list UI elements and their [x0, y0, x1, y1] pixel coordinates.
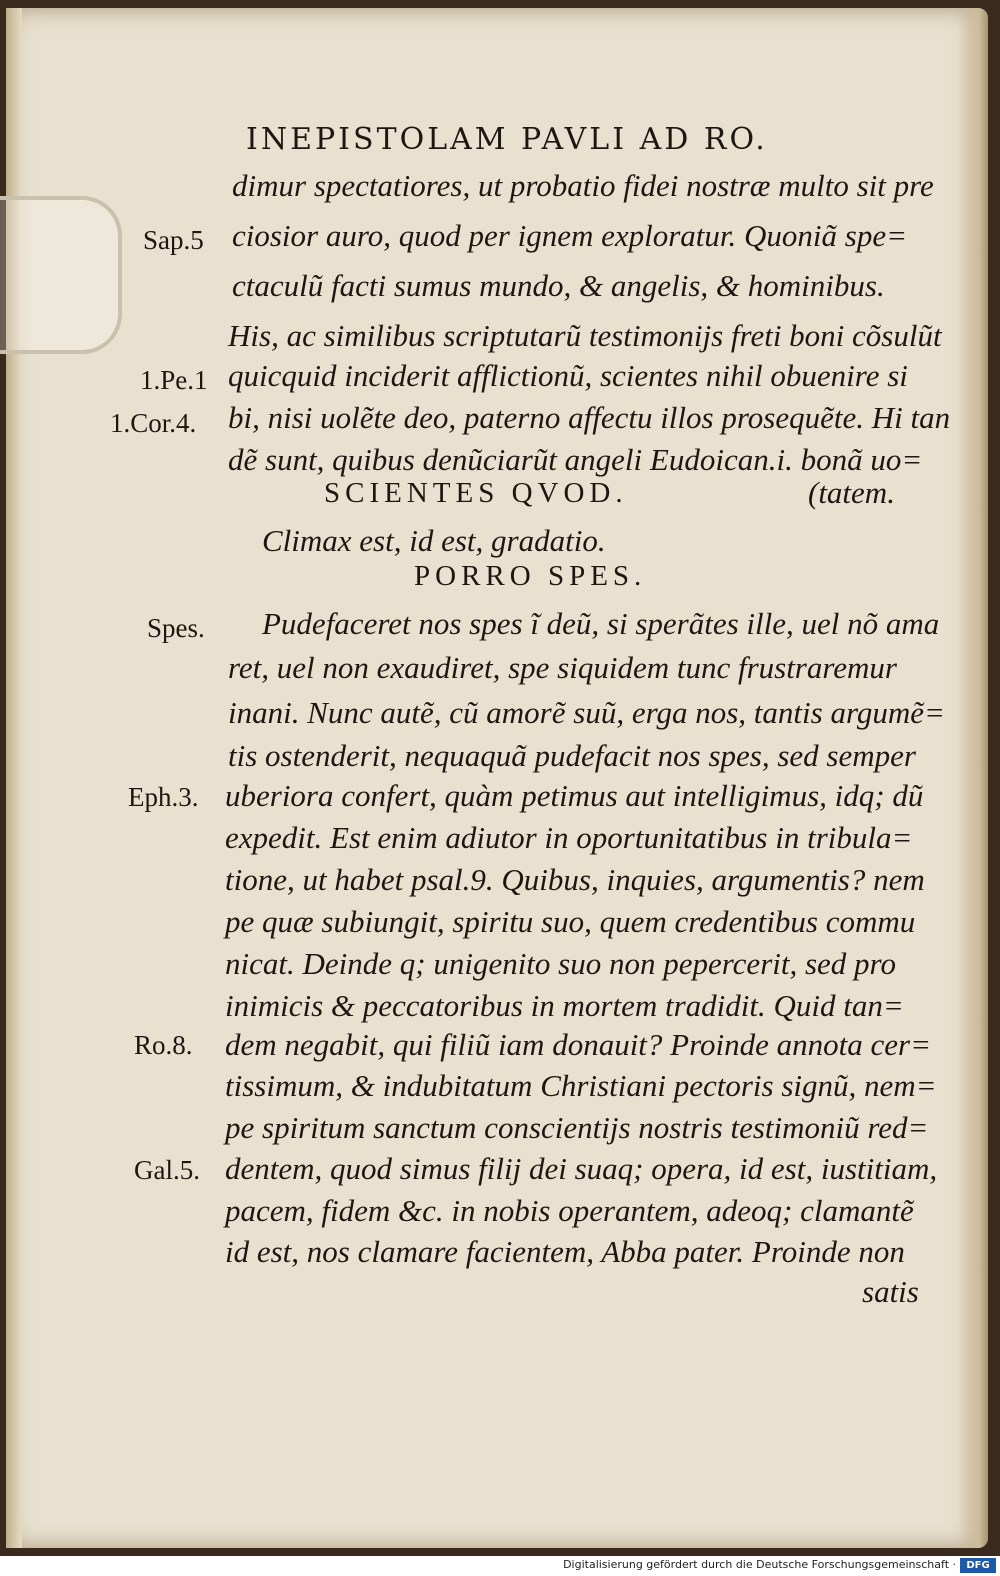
text-line: His, ac similibus scriptutarũ testimonijs freti boni cõsulũt [228, 318, 942, 353]
text-line: dẽ sunt, quibus denũciarũt angeli Eudoican.i. bonã uo= [228, 442, 923, 477]
margin-note: Eph.3. [128, 782, 199, 812]
text-line: bi, nisi uolẽte deo, paterno affectu illos prosequẽte. Hi tan [228, 400, 951, 435]
text-line: ret, uel non exaudiret, spe siquidem tunc frustraremur [228, 650, 897, 685]
section-heading: SCIENTES QVOD. [324, 477, 628, 509]
text-line: pe quæ subiungit, spiritu suo, quem credentibus commu [225, 904, 916, 939]
text-line: uberiora confert, quàm petimus aut intelligimus, idq; dũ [225, 778, 924, 813]
dfg-logo: DFG [960, 1558, 996, 1573]
section-heading: PORRO SPES. [414, 560, 647, 592]
catchword: satis [862, 1274, 919, 1309]
text-line: tissimum, & indubitatum Christiani pectoris signũ, nem= [225, 1068, 937, 1103]
text-line: pe spiritum sanctum conscientijs nostris testimoniũ red= [225, 1110, 929, 1145]
text-line: inimicis & peccatoribus in mortem tradidit. Quid tan= [225, 988, 904, 1023]
text-line: dimur spectatiores, ut probatio fidei nostræ multo sit pre [232, 168, 934, 203]
text-line: ciosior auro, quod per ignem exploratur. Quoniã spe= [232, 218, 908, 253]
text-line: tis ostenderit, nequaquã pudefacit nos spes, sed semper [228, 738, 916, 773]
text-line: nicat. Deinde q; unigenito suo non pepercerit, sed pro [225, 946, 896, 981]
text-line: tione, ut habet psal.9. Quibus, inquies, argumentis? nem [225, 862, 925, 897]
text-line: (tatem. [808, 475, 895, 510]
text-line: ctaculũ facti sumus mundo, & angelis, & hominibus. [232, 268, 885, 303]
text-line: id est, nos clamare facientem, Abba pater. Proinde non [225, 1234, 905, 1269]
text-line: expedit. Est enim adiutor in oportunitatibus in tribula= [225, 820, 913, 855]
digitization-footer [0, 1556, 1000, 1576]
margin-note: Gal.5. [134, 1155, 200, 1185]
margin-note: Ro.8. [134, 1030, 193, 1060]
page-edge-stack [958, 8, 988, 1548]
text-line: Pudefaceret nos spes ĩ deũ, si sperãtes ille, uel nõ ama [262, 606, 940, 641]
margin-note: Sap.5 [143, 225, 204, 255]
text-line: pacem, fidem &c. in nobis operantem, adeoq; clamantẽ [225, 1193, 914, 1228]
text-line: quicquid inciderit afflictionũ, scientes nihil obuenire si [228, 358, 908, 393]
text-line: inani. Nunc autẽ, cũ amorẽ suũ, erga nos, tantis argumẽ= [228, 695, 945, 730]
running-head: INEPISTOLAM PAVLI AD RO. [246, 122, 768, 157]
text-line: Climax est, id est, gradatio. [262, 523, 606, 558]
margin-note: Spes. [147, 613, 205, 643]
funding-credit: Digitalisierung gefördert durch die Deutsche Forschungsgemeinschaft · [563, 1558, 956, 1571]
margin-note: 1.Pe.1 [140, 365, 208, 395]
text-line: dentem, quod simus filij dei suaq; opera, id est, iustitiam, [225, 1151, 938, 1186]
text-line: dem negabit, qui filiũ iam donauit? Proinde annota cer= [225, 1027, 932, 1062]
margin-note: 1.Cor.4. [110, 408, 197, 438]
page-clip-holder [0, 196, 122, 354]
